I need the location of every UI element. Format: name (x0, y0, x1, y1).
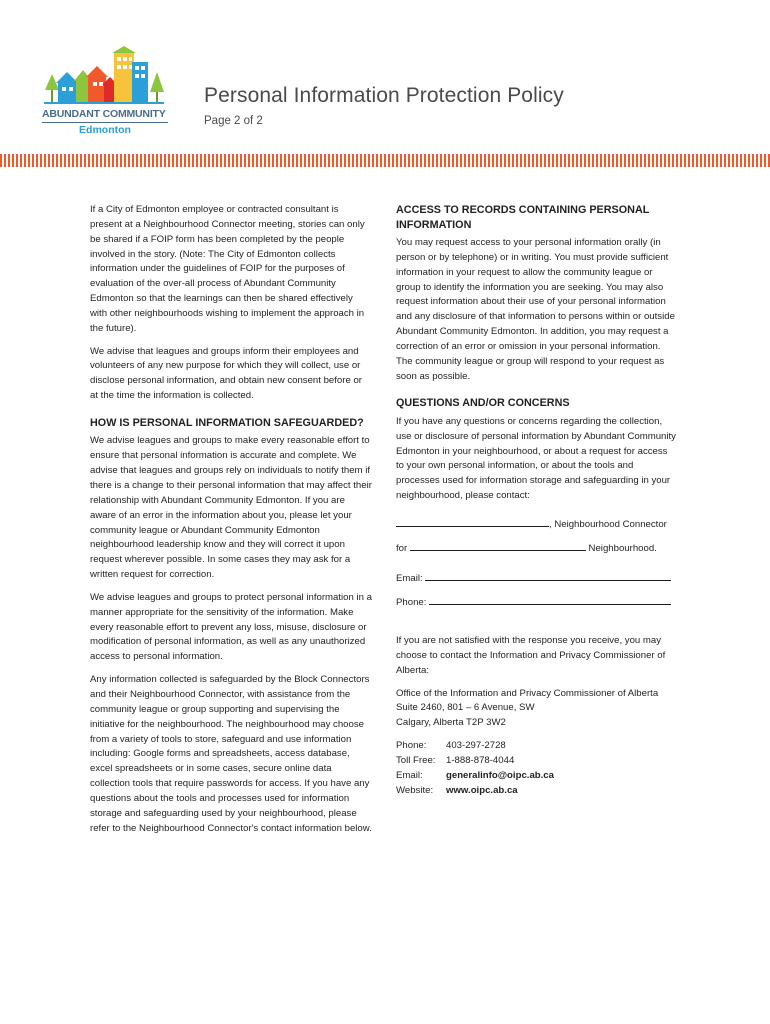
address-line-1: Suite 2460, 801 – 6 Avenue, SW (396, 702, 535, 714)
paragraph-access: You may request access to your personal information orally (in person or by telephone) or in writing. You must provide sufficient information in your request to allow the community league or group to identify the information you are seeking. You may also request information about their use of your personal information and any disclosure of that information to persons within or outside Abundant Community Edmonton. In addition, you may request a correction of an error or omission in your personal information. The community league or group will respond to your request as soon as possible. (396, 237, 675, 382)
heading-access-records: ACCESS TO RECORDS CONTAINING PERSONAL INFORMATION (396, 204, 650, 231)
connector-suffix: , Neighbourhood Connector (549, 519, 667, 530)
commissioner-contacts (396, 739, 554, 798)
connector-line (396, 518, 678, 532)
logo-wordmark: ABUNDANT COMMUNITY (42, 108, 166, 120)
organization-logo (42, 46, 172, 138)
address-line-2: Calgary, Alberta T2P 3W2 (396, 717, 506, 729)
neighbourhood-blank[interactable] (410, 542, 586, 551)
contact-website-link[interactable]: www.oipc.ab.ca (446, 784, 518, 796)
logo-city: Edmonton (79, 124, 131, 136)
contact-label: Phone: (396, 740, 427, 752)
page-number: Page 2 of 2 (204, 115, 263, 127)
email-label: Email: (396, 573, 423, 584)
paragraph-accuracy: We advise leagues and groups to make every reasonable effort to ensure that personal information is accurate and complete. We advise that leagues and groups rely on individuals to notify them if there is a change to their personal information that may affect their relationship with Abundant Community Edmonton. If you are aware of an error in the information about you, please let your community league or Abundant Community Edmonton neighbourhood leadership know and they will correct it upon request wherever possible. In some cases they may ask for a written request for correction. (90, 435, 372, 581)
commissioner-address (396, 687, 678, 732)
phone-label: Phone: (396, 597, 427, 608)
logo-divider (42, 122, 168, 123)
contact-label: Toll Free: (396, 754, 436, 766)
paragraph-foip: If a City of Edmonton employee or contracted consultant is present at a Neighbourhood Connector meeting, stories can only be shared if a FOIP form has been completed by the people involved in the story. (Note: The City of Edmonton collects information under the guidelines of FOIP for the purposes of evaluation of the over-all process of Abundant Community Edmonton so that the learnings can then be shared effectively with other neighbourhoods wishing to implement the approach in the future). (90, 204, 365, 334)
neighbourhood-suffix: Neighbourhood. (588, 543, 657, 554)
heading-safeguarded: HOW IS PERSONAL INFORMATION SAFEGUARDED? (90, 416, 364, 429)
phone-blank[interactable] (429, 596, 671, 605)
email-blank[interactable] (425, 572, 671, 581)
decorative-stripe (0, 154, 770, 167)
office-name: Office of the Information and Privacy Commissioner of Alberta (396, 687, 659, 699)
paragraph-new-purpose: We advise that leagues and groups inform their employees and volunteers of any new purpose for which they will collect, use or disclose personal information, and obtain new consent before or at the time the information is collected. (90, 345, 362, 402)
contact-row (396, 739, 554, 754)
connector-name-blank[interactable] (396, 518, 549, 527)
paragraph-questions: If you have any questions or concerns regarding the collection, use or disclosure of personal information by Abundant Community Edmonton in your neighbourhood, or about a request for access to your own personal information, or about the tools and processes used for information storage and safeguarding in your neighbourhood, please contact: (396, 415, 676, 502)
right-column (396, 203, 678, 798)
neighbourhood-line (396, 542, 678, 556)
contact-email-link[interactable]: generalinfo@oipc.ab.ca (446, 769, 554, 781)
contact-phone: 403-297-2728 (446, 740, 506, 752)
heading-questions: QUESTIONS AND/OR CONCERNS (396, 397, 570, 410)
for-label: for (396, 543, 408, 554)
paragraph-unsatisfied: If you are not satisfied with the response you receive, you may choose to contact the Information and Privacy Commissioner of Alberta: (396, 635, 666, 676)
contact-label: Website: (396, 784, 434, 796)
paragraph-protection: We advise leagues and groups to protect personal information in a manner appropriate for the sensitivity of the information. Make every reasonable effort to prevent any loss, misuse, disclosure or modification of personal information, as well as any unauthorized access to personal information. (90, 591, 372, 663)
email-line (396, 572, 678, 586)
contact-label: Email: (396, 769, 423, 781)
contact-row (396, 754, 554, 769)
contact-row (396, 784, 554, 799)
phone-line (396, 596, 678, 610)
paragraph-safeguard-tools: Any information collected is safeguarded by the Block Connectors and their Neighbourhood Connector, with assistance from the community league or group supporting and supervising the initiative for the neighbourhood. The neighbourhood may choose from a variety of tools to store, safeguard and use information including: Google forms and spreadsheets, access database, excel spreadsheets or in some cases, secure online data collection tools that require passwords for access. If you have any questions about the tools and processes used for information storage and safeguarding used by your neighbourhood, please refer to the Neighbourhood Connector's contact information below. (90, 674, 372, 834)
left-column (90, 203, 372, 844)
contact-toll-free: 1-888-878-4044 (446, 754, 515, 766)
contact-row (396, 769, 554, 784)
document-title: Personal Information Protection Policy (204, 84, 564, 107)
neighbourhood-houses-icon (42, 46, 172, 108)
